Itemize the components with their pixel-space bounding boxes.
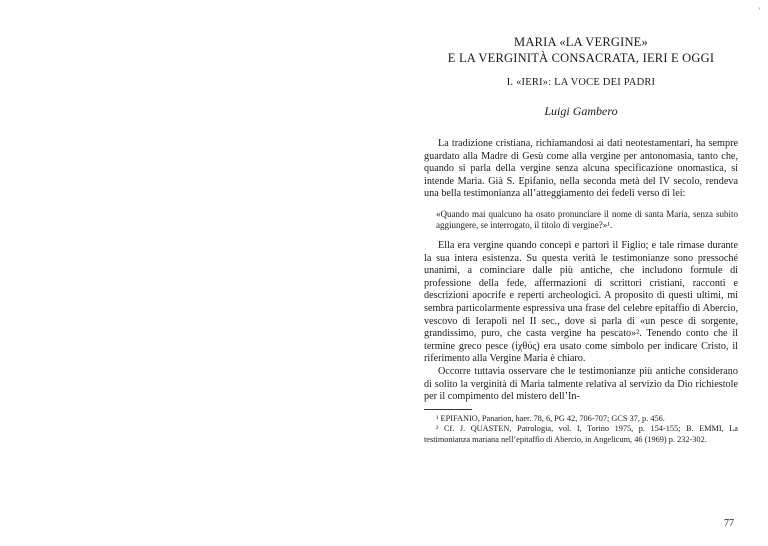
text-column [424,34,738,445]
footnote-2: ² Cf. J. QUASTEN, Patrologia, vol. I, Torino 1975, p. 154-155; B. EMMI, La testimonianza mariana nell’epitaffio di Abercio, in Angelicum, 46 (1969) p. 232-302. [424,424,738,444]
corner-mark: ' [758,6,760,16]
section-heading: I. «IERI»: LA VOCE DEI PADRI [506,77,656,88]
paragraph-3: Occorre tuttavia osservare che le testimonianze più antiche considerano di solito la verginità di Maria talmente relativa al servizio da Dio richiestole per il compimento del mistero dell’In- [424,365,738,403]
footnote-1: ¹ EPIFANIO, Panarion, haer. 78, 6, PG 42, 706-707; GCS 37, p. 456. [436,413,665,423]
title-line-1: MARIA «LA VERGINE» [514,35,648,49]
paragraph-2: Ella era vergine quando concepì e partorì il Figlio; e tale rimase durante la sua intera esistenza. Su questa verità le testimonianze sono pressoché unanimi, a cominciare dalle più antiche, che includono formule di professione della fede, affermazioni di scrittori cristiani, racconti e descrizioni apocrife e reperti archeologici. A proposito di questi ultimi, mi sembra particolarmente espressiva una frase del celebre epitaffio di Abercio, vescovo di Ierapoli nel II sec., dove si parla di «un pesce di sorgente, grandissimo, puro, che casta vergine ha pescato»². Tenendo conto che il termine greco pesce (ἰχθύς) era usato come simbolo per indicare Cristo, il riferimento alla Vergine Maria è chiaro. [424,239,738,365]
title-line-2: E LA VERGINITÀ CONSACRATA, IERI E OGGI [447,51,715,65]
chapter-title [424,34,738,66]
block-quote: «Quando mai qualcuno ha osato pronunciare il nome di santa Maria, senza subito aggiungere, se interrogato, il titolo di vergine?»¹. [436,208,738,231]
author-name: Luigi Gambero [544,104,618,118]
paragraph-1: La tradizione cristiana, richiamandosi ai dati neotestamentari, ha sempre guardato alla Madre di Gesù come alla vergine per antonomasia, tanto che, quando si parla della vergine senza alcuna specificazione onomastica, si intende Maria. Già S. Epifanio, nella seconda metà del IV secolo, rendeva una bella testimonianza all’atteggiamento dei fedeli verso di lei: [424,138,738,200]
footnote-divider [424,409,472,410]
page-number: 77 [724,518,734,529]
